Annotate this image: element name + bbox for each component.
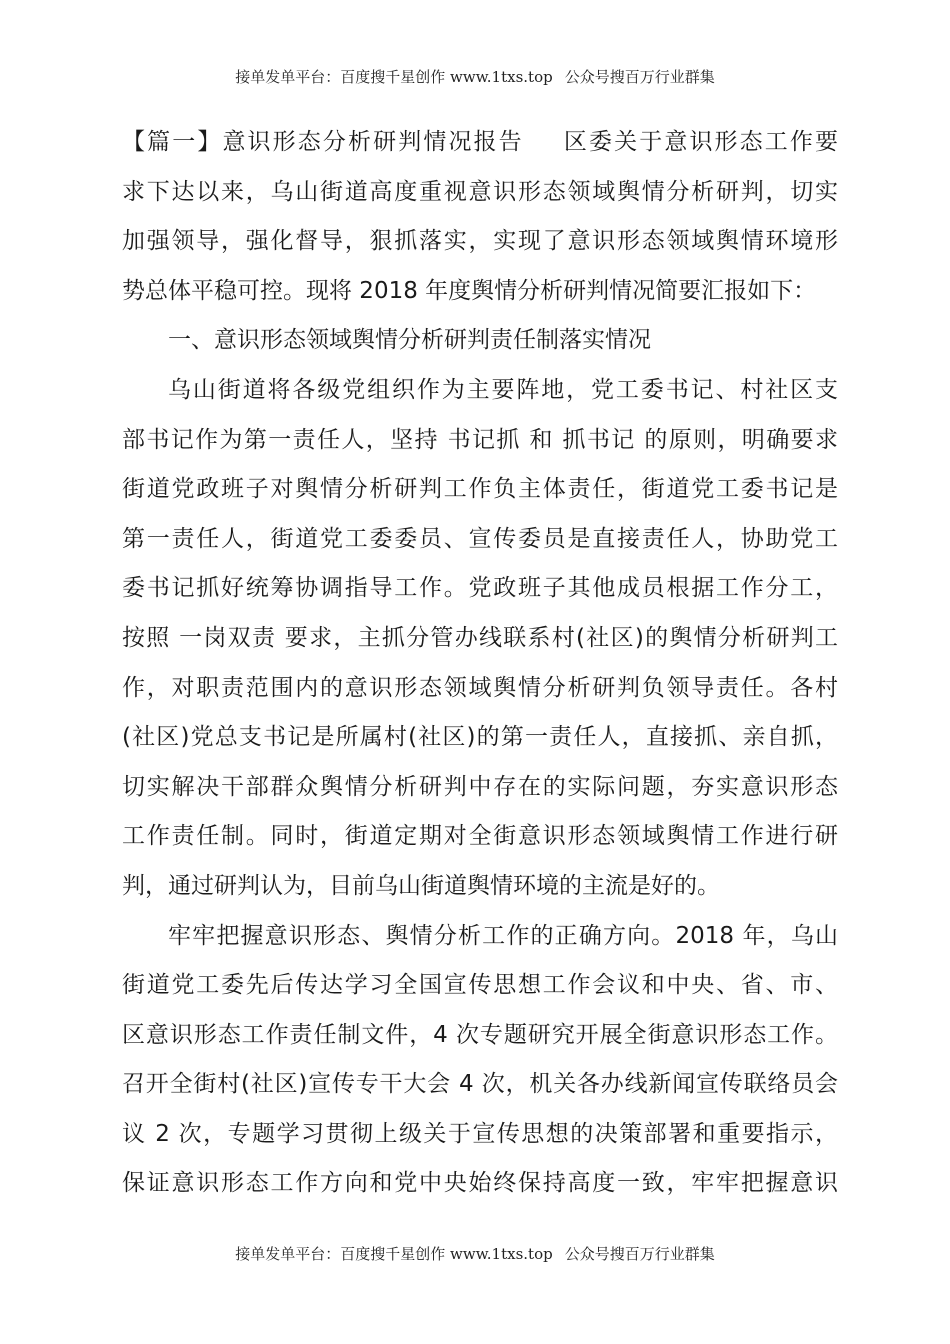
paragraph-line: 议 2 次，专题学习贯彻上级关于宣传思想的决策部署和重要指示， (122, 1120, 838, 1147)
section-heading-paragraph (122, 316, 838, 366)
header-wechat-text: 公众号搜百万行业群集 (564, 68, 715, 86)
paragraph-line: 街道党工委先后传达学习全国宣传思想工作会议和中央、省、市、 (122, 972, 838, 999)
paragraph-line: 委书记抓好统筹协调指导工作。党政班子其他成员根据工作分工， (122, 575, 838, 602)
section-heading: 一、意识形态领域舆情分析研判责任制落实情况 (168, 327, 651, 354)
page-header (0, 66, 950, 87)
title-line (122, 118, 838, 168)
footer-wechat-text: 公众号搜百万行业群集 (564, 1245, 715, 1263)
intro-line: 加强领导，强化督导，狠抓落实，实现了意识形态领域舆情环境形 (122, 228, 838, 255)
paragraph-line: 按照 一岗双责 要求，主抓分管办线联系村(社区)的舆情分析研判工 (122, 624, 838, 651)
paragraph-line: 作，对职责范围内的意识形态领域舆情分析研判负领导责任。各村 (122, 674, 838, 701)
document-title: 【篇一】意识形态分析研判情况报告 (122, 129, 524, 155)
paragraph-line: 召开全街村(社区)宣传专干大会 4 次，机关各办线新闻宣传联络员会 (122, 1071, 838, 1098)
intro-line: 区委关于意识形态工作要 (561, 129, 839, 155)
paragraph-line: 保证意识形态工作方向和党中央始终保持高度一致，牢牢把握意识 (122, 1170, 838, 1197)
paragraph-direction (122, 912, 838, 1210)
paragraph-line: 判，通过研判认为，目前乌山街道舆情环境的主流是好的。 (122, 872, 720, 899)
paragraph-responsibility (122, 366, 838, 912)
footer-platform-text: 接单发单平台：百度搜千星创作 www.1txs.top (235, 1245, 553, 1263)
page-footer (0, 1243, 950, 1264)
intro-paragraph (122, 118, 838, 316)
paragraph-line: (社区)党总支书记是所属村(社区)的第一责任人，直接抓、亲自抓， (122, 724, 838, 751)
paragraph-line: 工作责任制。同时，街道定期对全街意识形态领域舆情工作进行研 (122, 823, 838, 850)
intro-line: 势总体平稳可控。现将 2018 年度舆情分析研判情况简要汇报如下： (122, 277, 817, 304)
paragraph-line: 切实解决干部群众舆情分析研判中存在的实际问题，夯实意识形态 (122, 773, 838, 800)
paragraph-line: 牢牢把握意识形态、舆情分析工作的正确方向。2018 年，乌山 (168, 922, 838, 949)
paragraph-line: 街道党政班子对舆情分析研判工作负主体责任，街道党工委书记是 (122, 476, 838, 503)
paragraph-line: 部书记作为第一责任人，坚持 书记抓 和 抓书记 的原则，明确要求 (122, 426, 838, 453)
intro-line: 求下达以来，乌山街道高度重视意识形态领域舆情分析研判，切实 (122, 178, 838, 205)
header-platform-text: 接单发单平台：百度搜千星创作 www.1txs.top (235, 68, 553, 86)
paragraph-line: 第一责任人，街道党工委委员、宣传委员是直接责任人，协助党工 (122, 525, 838, 552)
document-body (122, 118, 838, 1209)
paragraph-line: 区意识形态工作责任制文件，4 次专题研究开展全街意识形态工作。 (122, 1021, 838, 1048)
paragraph-line: 乌山街道将各级党组织作为主要阵地，党工委书记、村社区支 (168, 376, 838, 403)
